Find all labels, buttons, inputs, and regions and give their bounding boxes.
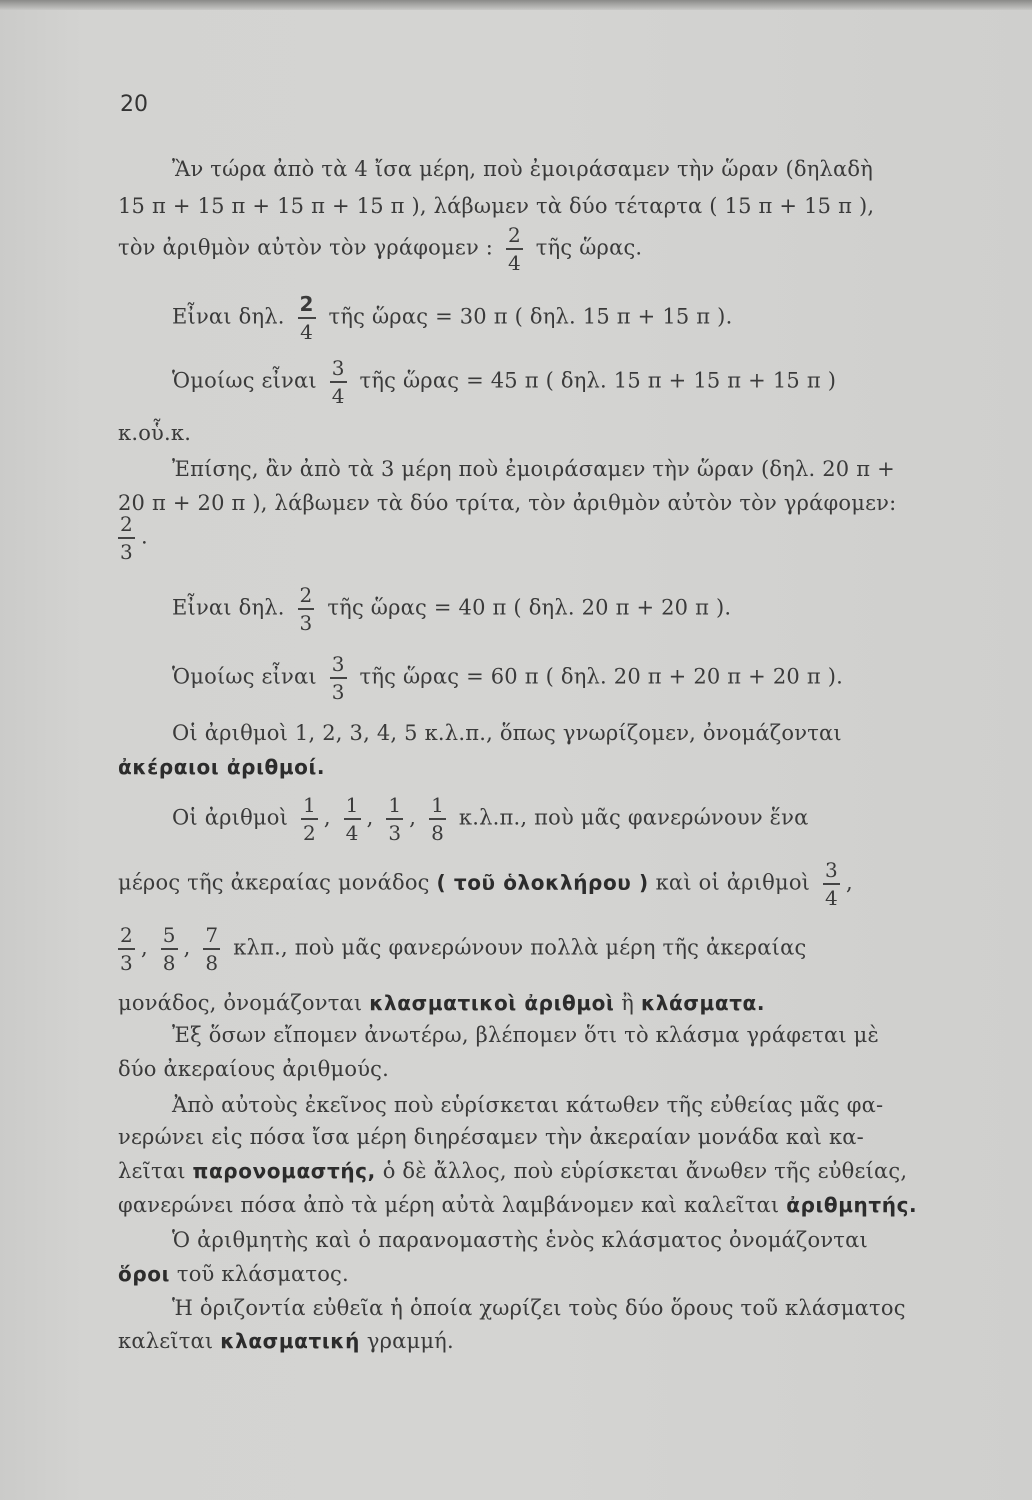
p3-line-1: Οἱ ἀριθμοὶ 1, 2, 3, 4, 5 κ.λ.π., ὅπως γνωρίζομεν, ὀνομάζονται [172,721,842,745]
p6-line-2: νερώνει εἰς πόσα ἴσα μέρη διηρέσαμεν τὴν ἀκεραίαν μονάδα καὶ κα- [118,1125,864,1149]
p5-line-2: δύο ἀκεραίους ἀριθμούς. [118,1057,390,1081]
page-number: 20 [120,92,148,117]
fraction: $\frac{2}{3}$ [120,512,133,564]
abbrev-koux: κ.οὗ.κ. [118,421,192,445]
p5-line-1: Ἐξ ὅσων εἴπομεν ἀνωτέρω, βλέπομεν ὅτι τὸ κλάσμα γράφεται μὲ [172,1023,880,1047]
p4-line-4: μονάδος, ὀνομάζονται κλασματικοὶ ἀριθμοὶ ἢ κλάσματα. [118,991,766,1015]
equation-3: Εἶναι δηλ. $\frac{2}{3}$ τῆς ὥρας = 40 π ( δηλ. 20 π + 20 π ). [172,583,732,635]
p2-line-2: 20 π + 20 π ), λάβωμεν τὰ δύο τρίτα, τὸν ἀριθμὸν αὐτὸν τὸν γράφομεν: [118,491,897,515]
p7-line-2: ὅροι τοῦ κλάσματος. [118,1262,349,1286]
fraction: $\frac{1}{3}$ [388,793,402,845]
p8-line-1: Ἡ ὁριζοντία εὐθεῖα ἡ ὁποία χωρίζει τοὺς δύο ὅρους τοῦ κλάσματος [172,1296,906,1320]
p8-line-2: καλεῖται κλασματική γραμμή. [118,1329,454,1353]
fraction: $\frac{7}{8}$ [205,923,219,975]
fraction: $\frac{3}{3}$ [331,652,345,704]
p6-line-4: φανερώνει πόσα ἀπὸ τὰ μέρη αὐτὰ λαμβάνομεν καὶ καλεῖται ἀριθμητής. [118,1193,918,1217]
fraction: $\frac{2}{4}$ [299,292,314,344]
p4-line-2: μέρος τῆς ἀκεραίας μονάδος ( τοῦ ὁλοκλήρου ) καὶ οἱ ἀριθμοὶ $\frac{3}{4}$ , [118,858,853,910]
fraction: $\frac{1}{8}$ [431,793,444,845]
p2-line-1: Ἐπίσης, ἂν ἀπὸ τὰ 3 μέρη ποὺ ἐμοιράσαμεν τὴν ὥραν (δηλ. 20 π + [172,457,895,481]
fraction: $\frac{2}{3}$ [299,583,313,635]
fraction: $\frac{2}{4}$ [507,223,521,275]
fraction: $\frac{1}{4}$ [345,793,359,845]
fraction: $\frac{1}{2}$ [302,793,316,845]
p6-line-3: λεῖται παρονομαστής, ὁ δὲ ἄλλος, ποὺ εὑρίσκεται ἄνωθεν τῆς εὐθείας, [118,1159,908,1183]
fraction: $\frac{2}{3}$ [120,923,133,975]
p3-line-2: ἀκέραιοι ἀριθμοί. [118,755,326,779]
fraction: $\frac{5}{8}$ [162,923,176,975]
equation-1: Εἶναι δηλ. $\frac{2}{4}$ τῆς ὥρας = 30 π ( δηλ. 15 π + 15 π ). [172,292,733,344]
p2-line-3: $\frac{2}{3}$ . [120,512,148,564]
p4-line-1: Οἱ ἀριθμοὶ $\frac{1}{2}$ , $\frac{1}{4}$ , $\frac{1}{3}$ , $\frac{1}{8}$ κ.λ.π., ποὺ μᾶς φανερώνουν ἕνα [172,793,809,845]
p6-line-1: Ἀπὸ αὐτοὺς ἐκεῖνος ποὺ εὑρίσκεται κάτωθεν τῆς εὐθείας μᾶς φα- [172,1093,884,1117]
p7-line-1: Ὁ ἀριθμητὴς καὶ ὁ παρανομαστὴς ἑνὸς κλάσματος ὀνομάζονται [172,1228,868,1252]
fraction: $\frac{3}{4}$ [825,858,838,910]
p1-line-3: τὸν ἀριθμὸν αὐτὸν τὸν γράφομεν : $\frac{2}{4}$ τῆς ὥρας. [118,223,643,275]
p1-line-1: Ἂν τώρα ἀπὸ τὰ 4 ἴσα μέρη, ποὺ ἐμοιράσαμεν τὴν ὥραν (δηλαδὴ [172,157,874,181]
equation-2: Ὁμοίως εἶναι $\frac{3}{4}$ τῆς ὥρας = 45 π ( δηλ. 15 π + 15 π + 15 π ) [172,356,837,408]
fraction: $\frac{3}{4}$ [331,356,345,408]
equation-4: Ὁμοίως εἶναι $\frac{3}{3}$ τῆς ὥρας = 60 π ( δηλ. 20 π + 20 π + 20 π ). [172,652,844,704]
p1-line-2: 15 π + 15 π + 15 π + 15 π ), λάβωμεν τὰ δύο τέταρτα ( 15 π + 15 π ), [118,194,875,218]
p4-line-3: $\frac{2}{3}$ , $\frac{5}{8}$ , $\frac{7}{8}$ κλπ., ποὺ μᾶς φανερώνουν πολλὰ μέρη τῆς ἀκεραίας [120,923,807,975]
scan-edge [0,0,1032,10]
